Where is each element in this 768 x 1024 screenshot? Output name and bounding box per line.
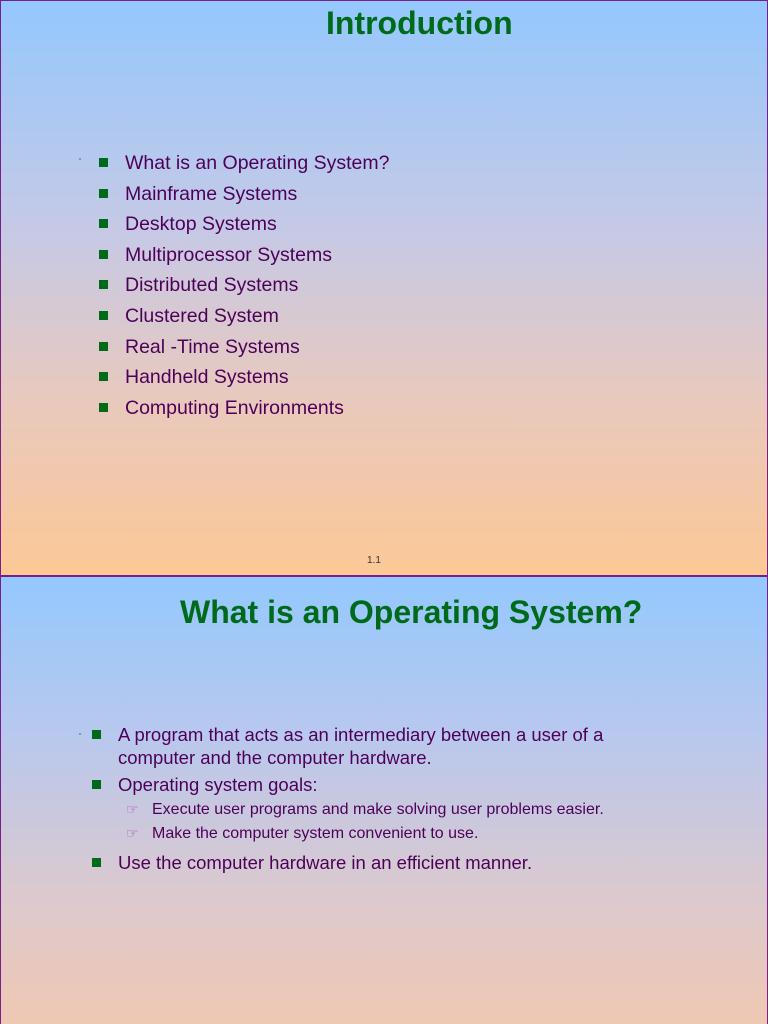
- pointing-hand-icon: ☞: [126, 802, 139, 818]
- list-item: Multiprocessor Systems: [125, 243, 389, 274]
- topic-list: [125, 151, 389, 426]
- list-item: Clustered System: [125, 304, 389, 335]
- sub-list-item: ☞ Execute user programs and make solving user problems easier.: [152, 798, 604, 822]
- square-bullet-icon: [99, 311, 108, 320]
- pointing-hand-icon: ☞: [126, 826, 139, 842]
- square-bullet-icon: [99, 372, 108, 381]
- sub-list: [118, 798, 604, 846]
- bullet-marker-dot: [79, 158, 81, 160]
- list-item: Use the computer hardware in an efficient manner.: [118, 851, 604, 874]
- list-item: Handheld Systems: [125, 365, 389, 396]
- page-number: 1.1: [367, 555, 381, 566]
- square-bullet-icon: [92, 858, 101, 867]
- slide-title: What is an Operating System?: [180, 594, 643, 630]
- square-bullet-icon: [99, 403, 108, 412]
- list-item: Desktop Systems: [125, 212, 389, 243]
- list-item: Mainframe Systems: [125, 182, 389, 213]
- square-bullet-icon: [99, 280, 108, 289]
- list-item: Computing Environments: [125, 396, 389, 427]
- list-item: Real -Time Systems: [125, 335, 389, 366]
- list-item: Operating system goals: ☞ Execute user programs and make solving user problems easier. ☞ Make the computer system convenient to use.: [118, 773, 604, 846]
- list-item: What is an Operating System?: [125, 151, 389, 182]
- sub-list-item: ☞ Make the computer system convenient to use.: [152, 822, 604, 846]
- square-bullet-icon: [99, 189, 108, 198]
- square-bullet-icon: [99, 219, 108, 228]
- list-item: Distributed Systems: [125, 273, 389, 304]
- bullet-marker-dot: [79, 733, 81, 735]
- definition-list: [118, 723, 604, 874]
- square-bullet-icon: [92, 730, 101, 739]
- square-bullet-icon: [99, 158, 108, 167]
- square-bullet-icon: [99, 250, 108, 259]
- slide-what-is-os: [0, 576, 768, 1024]
- square-bullet-icon: [99, 342, 108, 351]
- square-bullet-icon: [92, 780, 101, 789]
- slide-title: Introduction: [326, 5, 513, 41]
- list-item: A program that acts as an intermediary between a user of a computer and the computer hardware.: [118, 723, 604, 769]
